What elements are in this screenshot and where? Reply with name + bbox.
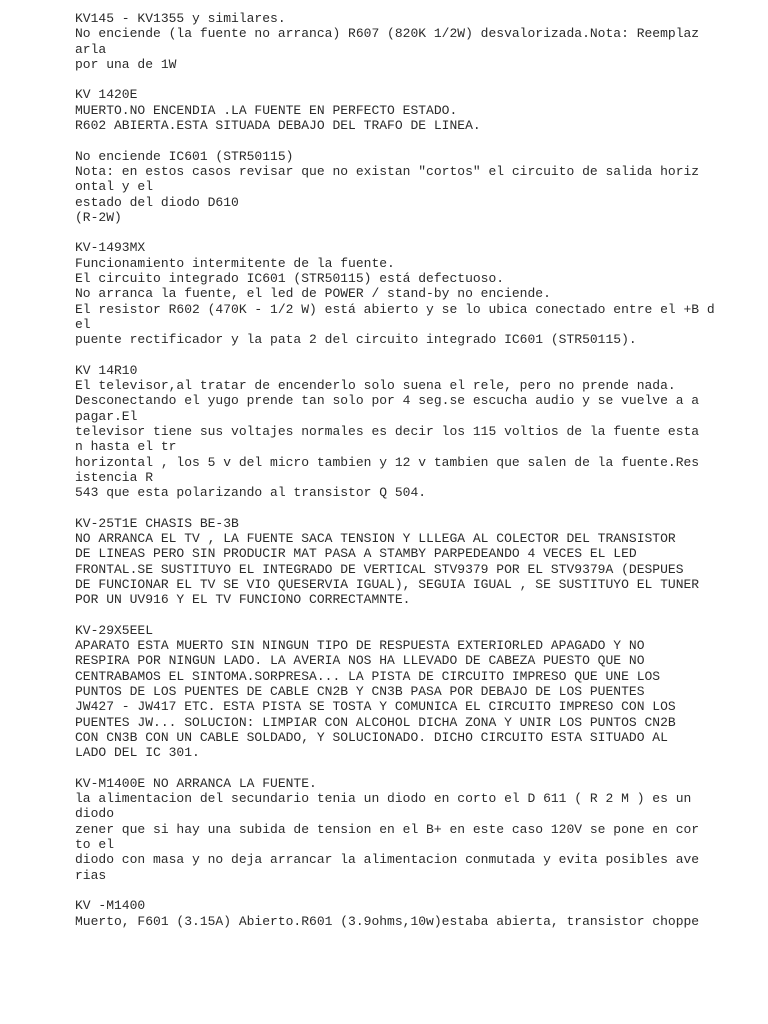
repair-note: [75, 898, 755, 929]
note-line: n hasta el tr: [75, 439, 177, 455]
note-line: FRONTAL.SE SUSTITUYO EL INTEGRADO DE VERTICAL STV9379 POR EL STV9379A (DESPUES: [75, 561, 684, 577]
note-line: 543 que esta polarizando al transistor Q 504.: [75, 485, 427, 501]
note-line: ontal y el: [75, 179, 154, 195]
note-line: APARATO ESTA MUERTO SIN NINGUN TIPO DE RESPUESTA EXTERIORLED APAGADO Y NO: [75, 638, 645, 654]
note-title: KV -M1400: [75, 898, 146, 914]
note-line: zener que si hay una subida de tension en el B+ en este caso 120V se pone en cor: [75, 821, 700, 837]
repair-note: [75, 240, 755, 347]
note-line: horizontal , los 5 v del micro tambien y 12 v tambien que salen de la fuente.Res: [75, 454, 700, 470]
note-line: No arranca la fuente, el led de POWER / stand-by no enciende.: [75, 286, 551, 302]
note-line: Funcionamiento intermitente de la fuente.: [75, 255, 395, 271]
note-title: KV145 - KV1355 y similares.: [75, 11, 286, 26]
note-line: JW427 - JW417 ETC. ESTA PISTA SE TOSTA Y COMUNICA EL CIRCUITO IMPRESO CON LOS: [75, 699, 676, 715]
note-title: KV-25T1E CHASIS BE-3B: [75, 515, 239, 531]
note-title: No enciende IC601 (STR50115): [75, 148, 294, 164]
note-line: CON CN3B CON UN CABLE SOLDADO, Y SOLUCIONADO. DICHO CIRCUITO ESTA SITUADO AL: [75, 729, 668, 745]
note-line: (R-2W): [75, 209, 122, 225]
note-line: El televisor,al tratar de encenderlo solo suena el rele, pero no prende nada.: [75, 378, 676, 394]
note-line: televisor tiene sus voltajes normales es decir los 115 voltios de la fuente esta: [75, 424, 700, 440]
note-line: El resistor R602 (470K - 1/2 W) está abierto y se lo ubica conectado entre el +B d: [75, 301, 715, 317]
note-line: Muerto, F601 (3.15A) Abierto.R601 (3.9ohms,10w)estaba abierta, transistor choppe: [75, 913, 700, 929]
note-title: KV 1420E: [75, 87, 138, 103]
note-title: KV 14R10: [75, 362, 138, 378]
note-line: puente rectificador y la pata 2 del circuito integrado IC601 (STR50115).: [75, 332, 637, 348]
repair-note: [75, 776, 755, 883]
note-title: KV-1493MX: [75, 240, 146, 256]
note-line: PUENTES JW... SOLUCION: LIMPIAR CON ALCOHOL DICHA ZONA Y UNIR LOS PUNTOS CN2B: [75, 714, 676, 730]
note-line: RESPIRA POR NINGUN LADO. LA AVERIA NOS HA LLEVADO DE CABEZA PUESTO QUE NO: [75, 653, 645, 669]
note-line: NO ARRANCA EL TV , LA FUENTE SACA TENSION Y LLLEGA AL COLECTOR DEL TRANSISTOR: [75, 531, 676, 547]
repair-note: [75, 363, 755, 501]
note-line: por una de 1W: [75, 56, 177, 72]
note-line: DE FUNCIONAR EL TV SE VIO QUESERVIA IGUAL), SEGUIA IGUAL , SE SUSTITUYO EL TUNER: [75, 576, 700, 592]
note-line: R602 ABIERTA.ESTA SITUADA DEBAJO DEL TRAFO DE LINEA.: [75, 118, 481, 134]
note-line: MUERTO.NO ENCENDIA .LA FUENTE EN PERFECTO ESTADO.: [75, 102, 458, 118]
note-title: KV-29X5EEL: [75, 622, 154, 638]
note-line: diodo: [75, 806, 115, 822]
note-line: pagar.El: [75, 408, 138, 424]
note-line: POR UN UV916 Y EL TV FUNCIONO CORRECTAMNTE.: [75, 592, 411, 608]
note-line: LADO DEL IC 301.: [75, 745, 200, 761]
note-line: arla: [75, 41, 107, 57]
note-title: KV-M1400E NO ARRANCA LA FUENTE.: [75, 775, 317, 791]
note-line: CENTRABAMOS EL SINTOMA.SORPRESA... LA PISTA DE CIRCUITO IMPRESO QUE UNE LOS: [75, 668, 661, 684]
note-line: to el: [75, 837, 115, 853]
note-line: DE LINEAS PERO SIN PRODUCIR MAT PASA A STAMBY PARPEDEANDO 4 VECES EL LED: [75, 546, 637, 562]
note-line: rias: [75, 867, 107, 883]
note-line: la alimentacion del secundario tenia un diodo en corto el D 611 ( R 2 M ) es un: [75, 791, 692, 807]
document-page: [75, 11, 755, 944]
note-line: el: [75, 316, 91, 332]
repair-note: [75, 623, 755, 761]
note-line: El circuito integrado IC601 (STR50115) está defectuoso.: [75, 271, 505, 287]
note-line: istencia R: [75, 469, 154, 485]
repair-note: [75, 87, 755, 133]
repair-note: [75, 149, 755, 225]
note-line: Nota: en estos casos revisar que no existan "cortos" el circuito de salida horiz: [75, 163, 700, 179]
note-line: Desconectando el yugo prende tan solo por 4 seg.se escucha audio y se vuelve a a: [75, 393, 700, 409]
note-line: No enciende (la fuente no arranca) R607 (820K 1/2W) desvalorizada.Nota: Reemplaz: [75, 26, 700, 42]
note-line: diodo con masa y no deja arrancar la alimentacion conmutada y evita posibles ave: [75, 852, 700, 868]
repair-note: [75, 11, 755, 72]
repair-note: [75, 516, 755, 608]
note-line: estado del diodo D610: [75, 194, 239, 210]
note-line: PUNTOS DE LOS PUENTES DE CABLE CN2B Y CN3B PASA POR DEBAJO DE LOS PUENTES: [75, 684, 645, 700]
